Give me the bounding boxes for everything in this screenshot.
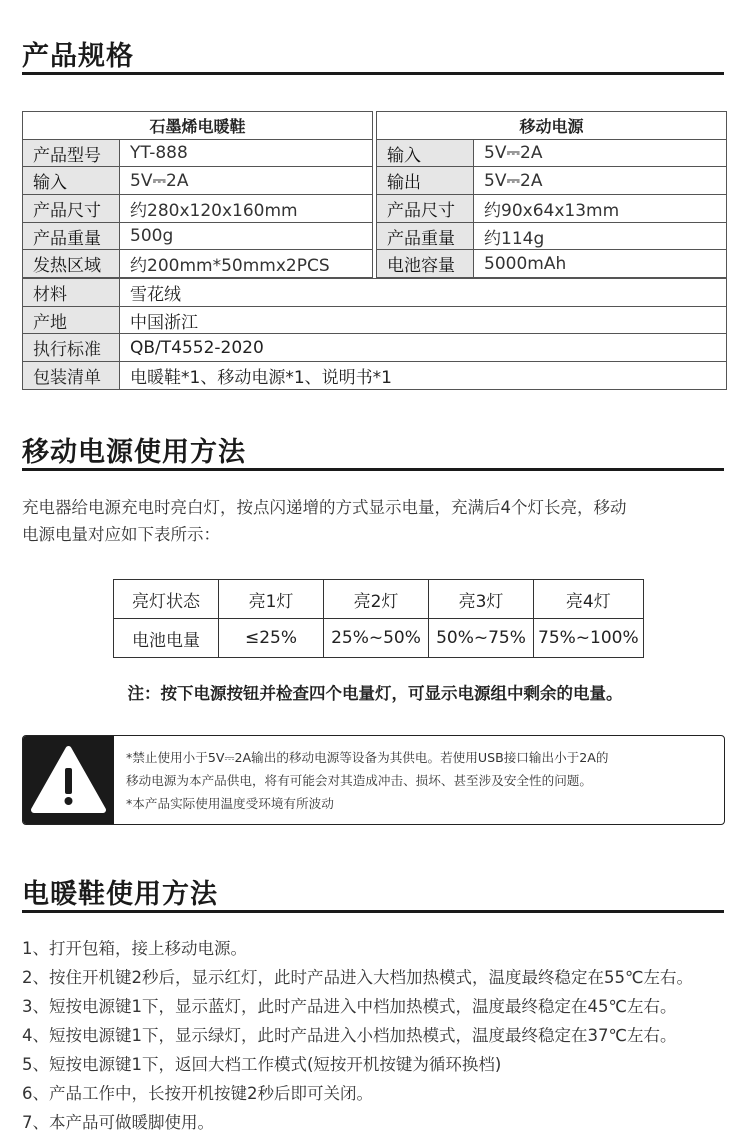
shoe-usage-steps <box>22 934 693 1137</box>
spec-value: 电暖鞋*1、移动电源*1、说明书*1 <box>120 362 727 390</box>
spec-value: 雪花绒 <box>120 279 727 307</box>
battery-value-cell: 75%~100% <box>534 619 644 658</box>
warning-box <box>22 735 725 825</box>
step-item: 2、按住开机键2秒后，显示红灯，此时产品进入大档加热模式，温度最终稳定在55℃左右。 <box>22 968 694 987</box>
spec-row <box>377 139 727 167</box>
general-spec-table <box>22 278 727 390</box>
spec-label: 产地 <box>23 306 120 334</box>
spec-value: 约114g <box>474 222 727 250</box>
spec-label: 产品尺寸 <box>23 195 120 223</box>
spec-value: 中国浙江 <box>120 306 727 334</box>
spec-row <box>23 279 727 307</box>
spec-label: 电池容量 <box>377 250 474 278</box>
spec-label: 输入 <box>23 167 120 195</box>
battery-value-cell: ≤25% <box>219 619 324 658</box>
spec-row <box>377 167 727 195</box>
spec-label: 执行标准 <box>23 334 120 362</box>
spec-label: 包装清单 <box>23 362 120 390</box>
spec-row <box>23 362 727 390</box>
spec-label: 产品型号 <box>23 139 120 167</box>
step-item: 4、短按电源键1下，显示绿灯，此时产品进入小档加热模式，温度最终稳定在37℃左右。 <box>22 1026 677 1045</box>
battery-value-cell: 50%~75% <box>429 619 534 658</box>
spec-value: YT-888 <box>120 139 373 167</box>
spec-label: 输入 <box>377 139 474 167</box>
spec-row <box>377 195 727 223</box>
description-line: 电源电量对应如下表所示： <box>22 525 220 544</box>
step-item: 3、短按电源键1下，显示蓝灯，此时产品进入中档加热模式，温度最终稳定在45℃左右。 <box>22 997 677 1016</box>
shoe-spec-table <box>22 111 373 278</box>
spec-value: 5V⎓2A <box>474 139 727 167</box>
spec-row <box>23 306 727 334</box>
spec-row <box>23 195 373 223</box>
battery-header-cell: 亮1灯 <box>219 580 324 619</box>
warning-text <box>126 746 721 815</box>
shoe-section-title: 电暖鞋使用方法 <box>22 879 218 910</box>
spec-label: 产品重量 <box>377 222 474 250</box>
spec-value: 约90x64x13mm <box>474 195 727 223</box>
spec-value: QB/T4552-2020 <box>120 334 727 362</box>
battery-header-cell: 亮灯状态 <box>114 580 219 619</box>
battery-note: 注：按下电源按钮并检查四个电量灯，可显示电源组中剩余的电量。 <box>127 684 623 703</box>
warning-line: *禁止使用小于5V⎓2A输出的移动电源等设备为其供电。若使用USB接口输出小于2A的 <box>126 750 609 765</box>
battery-header-row <box>114 580 644 619</box>
battery-header-cell: 亮2灯 <box>324 580 429 619</box>
warning-line: 移动电源为本产品供电，将有可能会对其造成冲击、损坏、甚至涉及安全性的问题。 <box>126 773 592 788</box>
step-item: 5、短按电源键1下，返回大档工作模式(短按开机按键为循环换档) <box>22 1055 502 1074</box>
power-title-rule <box>22 468 724 471</box>
battery-value-row <box>114 619 644 658</box>
description-line: 充电器给电源充电时亮白灯，按点闪递增的方式显示电量，充满后4个灯长亮，移动 <box>22 498 627 517</box>
battery-value-cell: 25%~50% <box>324 619 429 658</box>
battery-value-cell: 电池电量 <box>114 619 219 658</box>
spec-row <box>377 222 727 250</box>
spec-label: 产品尺寸 <box>377 195 474 223</box>
spec-row <box>23 250 373 278</box>
battery-header-cell: 亮3灯 <box>429 580 534 619</box>
spec-row <box>23 139 373 167</box>
battery-header-cell: 亮4灯 <box>534 580 644 619</box>
spec-label: 产品重量 <box>23 222 120 250</box>
spec-row <box>23 222 373 250</box>
spec-value: 500g <box>120 222 373 250</box>
specs-title-rule <box>22 72 724 75</box>
warning-icon-panel <box>23 736 114 824</box>
spec-value: 约200mm*50mmx2PCS <box>120 250 373 278</box>
spec-row <box>377 250 727 278</box>
power-bank-spec-header: 移动电源 <box>377 112 727 140</box>
power-section-title: 移动电源使用方法 <box>22 437 246 468</box>
step-item: 1、打开包箱，接上移动电源。 <box>22 939 247 958</box>
power-description <box>22 494 732 548</box>
spec-label: 材料 <box>23 279 120 307</box>
spec-value: 5V⎓2A <box>120 167 373 195</box>
shoe-title-rule <box>22 910 724 913</box>
warning-triangle-icon <box>23 736 114 825</box>
specs-section-title: 产品规格 <box>22 41 134 72</box>
spec-row <box>23 167 373 195</box>
spec-value: 5V⎓2A <box>474 167 727 195</box>
spec-label: 输出 <box>377 167 474 195</box>
spec-label: 发热区域 <box>23 250 120 278</box>
spec-row <box>23 334 727 362</box>
step-item: 6、产品工作中，长按开机按键2秒后即可关闭。 <box>22 1084 373 1103</box>
shoe-spec-header: 石墨烯电暖鞋 <box>23 112 373 140</box>
battery-level-table <box>113 579 644 658</box>
step-item: 7、本产品可做暖脚使用。 <box>22 1113 214 1132</box>
spec-value: 5000mAh <box>474 250 727 278</box>
warning-line: *本产品实际使用温度受环境有所波动 <box>126 796 334 811</box>
power-bank-spec-table <box>376 111 727 278</box>
spec-value: 约280x120x160mm <box>120 195 373 223</box>
